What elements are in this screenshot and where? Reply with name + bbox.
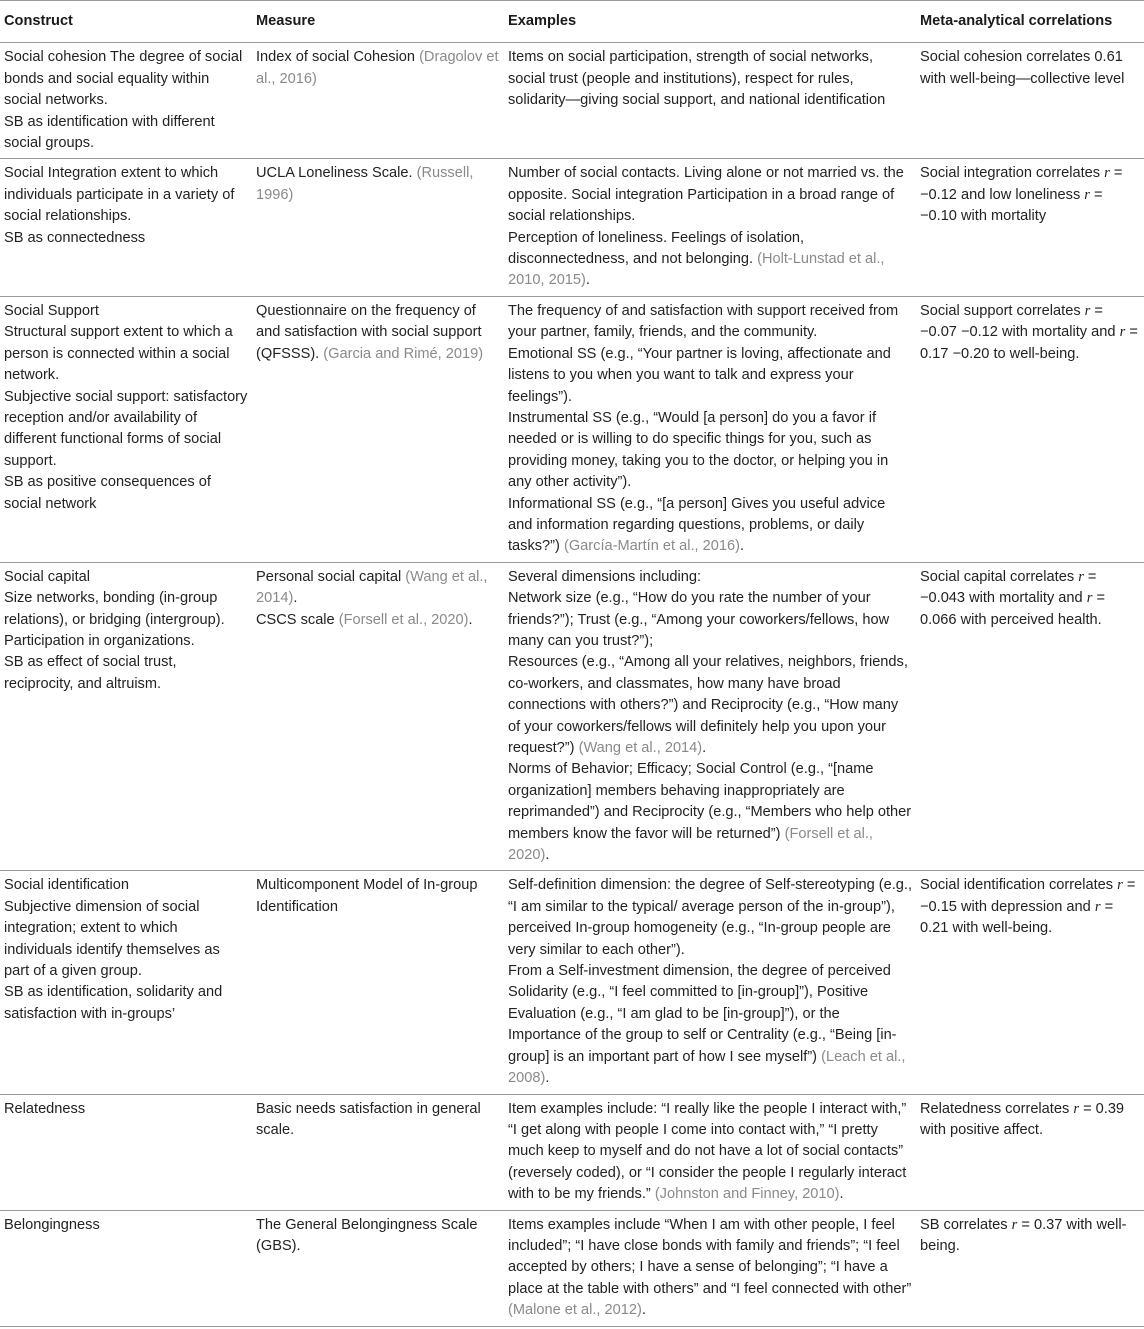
- correlation-value: = 0.39 with positive affect.: [920, 1100, 1125, 1138]
- table-body: [0, 43, 1144, 1326]
- correlation-text: SB correlates: [920, 1216, 1012, 1233]
- examples-cell: [504, 1210, 916, 1326]
- construct-line: Subjective dimension of social integration; extent to which individuals identify themselves as part of a given group.: [4, 898, 220, 980]
- citation-tail: .: [702, 740, 707, 756]
- correlation-text: Social cohesion correlates 0.61 with well-being—collective level: [920, 49, 1125, 87]
- r-symbol: r: [1104, 165, 1110, 182]
- table-row: [0, 871, 1144, 1094]
- construct-line: Social cohesion The degree of social bonds and social equality within social networks.: [4, 49, 243, 109]
- correlation-value: = −0.07 −0.12 with mortality and: [920, 302, 1120, 341]
- header-construct: Construct: [0, 1, 252, 43]
- r-symbol: r: [1117, 877, 1123, 894]
- examples-line: [508, 759, 912, 866]
- examples-line: [508, 588, 912, 652]
- citation: (Wang et al., 2014): [578, 740, 703, 756]
- examples-line: [508, 408, 912, 494]
- table-row: [0, 159, 1144, 296]
- correlation-value: = 0.37 with well-being.: [920, 1216, 1127, 1254]
- construct-cell: [0, 871, 252, 1094]
- examples-line: [508, 47, 912, 111]
- correlation-text: Relatedness correlates: [920, 1100, 1074, 1117]
- correlation-cell: [916, 562, 1144, 871]
- correlation-value: = 0.21 with well-being.: [920, 898, 1114, 937]
- measure-line: [256, 163, 500, 206]
- construct-line: Belongingness: [4, 1216, 100, 1233]
- construct-line: Social Integration extent to which individuals participate in a variety of social relationships.: [4, 165, 235, 225]
- measure-line: [256, 875, 500, 918]
- construct-line: Subjective social support: satisfactory reception and/or availability of different functional forms of social support.: [4, 388, 248, 469]
- citation: (Russell, 1996): [256, 165, 474, 203]
- citation-tail: .: [739, 538, 745, 555]
- examples-line: [508, 567, 912, 588]
- citation: (García-Martín et al., 2016): [563, 538, 740, 555]
- correlation-text: Social integration correlates: [920, 165, 1105, 182]
- citation: (Johnston and Finney, 2010): [654, 1186, 840, 1203]
- measure-text: Questionnaire on the frequency of and satisfaction with social support (QFSSS).: [256, 302, 482, 362]
- r-symbol: r: [1094, 898, 1101, 915]
- measure-text: CSCS scale: [256, 611, 339, 628]
- header-measure: Measure: [252, 1, 504, 43]
- examples-text: The frequency of and satisfaction with support received from your partner, family, friends, and the community.: [508, 302, 899, 341]
- correlation-cell: [916, 1210, 1144, 1326]
- header-correlations: Meta-analytical correlations: [916, 1, 1144, 43]
- measure-text: Personal social capital: [256, 568, 406, 585]
- table-row: [0, 1094, 1144, 1210]
- citation-tail: .: [293, 590, 298, 607]
- measure-text: UCLA Loneliness Scale.: [256, 165, 417, 182]
- measure-line: [256, 47, 500, 90]
- measure-text: Index of social Cohesion: [256, 49, 420, 66]
- correlation-value: = −0.10 with mortality: [920, 186, 1103, 225]
- construct-line: Relatedness: [4, 1100, 86, 1117]
- citation-tail: .: [545, 1070, 550, 1087]
- correlation-value: = −0.043 with mortality and: [920, 568, 1097, 607]
- measure-line: [256, 1215, 500, 1258]
- examples-text: Self-definition dimension: the degree of Self-stereotyping (e.g., “I am similar to the typical/ average person of the in-group”), perceived In-group homogeneity (e.g., “In-group people are very similar to each other”).: [508, 877, 912, 958]
- correlation-text: Social capital correlates: [920, 568, 1079, 585]
- citation: (Holt-Lunstad et al., 2010, 2015): [508, 251, 885, 289]
- correlation-text: Social identification correlates: [920, 877, 1118, 894]
- examples-text: From a Self-investment dimension, the degree of perceived Solidarity (e.g., “I feel committed to [in-group]”), Positive Evaluation (e.g., “I am glad to be [in-group]”), or the Importance of the group to self or Centrality (e.g., “Being [in-group] is an important part of how I see myself”): [508, 963, 897, 1065]
- citation: (Forsell et al., 2020): [338, 611, 469, 628]
- construct-line: SB as connectedness: [4, 229, 146, 246]
- measure-cell: [252, 562, 504, 871]
- table-row: [0, 562, 1144, 871]
- correlation-value: = −0.12 and low loneliness: [920, 165, 1123, 203]
- correlation-cell: [916, 159, 1144, 296]
- construct-line: SB as effect of social trust, reciprocity, and altruism.: [4, 654, 177, 692]
- correlation-cell: [916, 871, 1144, 1094]
- examples-cell: [504, 1094, 916, 1210]
- examples-line: [508, 961, 912, 1089]
- examples-line: [508, 494, 912, 558]
- citation: (Forsell et al., 2020): [508, 825, 873, 864]
- examples-text: Number of social contacts. Living alone or not married vs. the opposite. Social integration Participation in a broad range of social relationships.: [508, 165, 904, 225]
- measure-cell: [252, 871, 504, 1094]
- measure-line: [256, 567, 500, 610]
- construct-line: Size networks, bonding (in-group relations), or bridging (intergroup). Participation in organizations.: [4, 590, 225, 649]
- correlation-value: = −0.15 with depression and: [920, 877, 1136, 915]
- examples-text: Items on social participation, strength of social networks, social trust (people and institutions), respect for rules, solidarity—giving social support, and national identification: [508, 49, 886, 109]
- examples-text: Emotional SS (e.g., “Your partner is loving, affectionate and listens to you when you want to talk and express your feelings”).: [508, 345, 891, 405]
- citation: (Malone et al., 2012): [508, 1302, 642, 1319]
- measure-text: The General Belongingness Scale (GBS).: [256, 1216, 478, 1254]
- examples-line: [508, 301, 912, 344]
- construct-line: SB as identification with different social groups.: [4, 113, 215, 152]
- examples-cell: [504, 296, 916, 562]
- examples-text: Informational SS (e.g., “[a person] Gives you useful advice and information regarding questions, problems, or daily tasks?”): [508, 495, 886, 555]
- examples-text: Several dimensions including:: [508, 568, 702, 585]
- examples-cell: [504, 159, 916, 296]
- citation-tail: .: [839, 1186, 844, 1203]
- measure-text: Multicomponent Model of In-group Identification: [256, 877, 478, 915]
- citation-tail: .: [468, 611, 473, 628]
- measure-line: [256, 610, 500, 631]
- construct-line: Structural support extent to which a person is connected within a social network.: [4, 324, 233, 384]
- construct-line: SB as identification, solidarity and satisfaction with in-groups’: [4, 984, 223, 1022]
- r-symbol: r: [1086, 590, 1093, 607]
- r-symbol: r: [1084, 302, 1091, 319]
- examples-line: [508, 344, 912, 408]
- correlation-value: = 0.17 −0.20 to well-being.: [920, 324, 1138, 362]
- construct-cell: [0, 43, 252, 159]
- measure-text: Basic needs satisfaction in general scale.: [256, 1100, 481, 1138]
- r-symbol: r: [1078, 568, 1084, 585]
- construct-line: Social identification: [4, 877, 129, 894]
- citation: (Garcia and Rimé, 2019): [323, 345, 484, 362]
- measure-cell: [252, 296, 504, 562]
- examples-line: [508, 875, 912, 961]
- construct-line: Social capital: [4, 568, 90, 585]
- citation-tail: .: [641, 1302, 646, 1319]
- table-row: [0, 43, 1144, 159]
- examples-text: Perception of loneliness. Feelings of isolation, disconnectedness, and not belonging.: [508, 229, 805, 268]
- measure-cell: [252, 1210, 504, 1326]
- construct-cell: [0, 159, 252, 296]
- citation-tail: .: [585, 272, 590, 289]
- construct-cell: [0, 562, 252, 871]
- construct-line: Social Support: [4, 302, 99, 319]
- examples-text: Items examples include “When I am with other people, I feel included”; “I have close bonds with family and friends”; “I feel accepted by others; I have a sense of belonging”; “I have a place at the table with others” and “I feel connected with other”: [508, 1216, 912, 1297]
- r-symbol: r: [1084, 186, 1090, 203]
- examples-cell: [504, 43, 916, 159]
- r-symbol: r: [1073, 1100, 1080, 1117]
- measure-cell: [252, 1094, 504, 1210]
- examples-text: Resources (e.g., “Among all your relatives, neighbors, friends, co-workers, and classmates, how many have broad connections with others?”) and Reciprocity (e.g., “How many of your coworkers/fellows will definitely help you upon your request?”): [508, 654, 908, 756]
- measure-line: [256, 301, 500, 365]
- examples-line: [508, 228, 912, 292]
- construct-line: SB as positive consequences of social network: [4, 474, 211, 512]
- examples-text: Item examples include: “I really like the people I interact with,” “I get along with people I come into contact with,” “I pretty much keep to myself and do not have a lot of social contacts” (reversely coded), or “I consider the people I regularly interact with to be my friends.”: [508, 1100, 907, 1203]
- table-row: [0, 296, 1144, 562]
- correlation-value: = 0.066 with perceived health.: [920, 590, 1105, 628]
- r-symbol: r: [1011, 1216, 1018, 1233]
- correlation-cell: [916, 296, 1144, 562]
- examples-line: [508, 1215, 912, 1322]
- measure-cell: [252, 43, 504, 159]
- header-row: [0, 1, 1144, 43]
- examples-line: [508, 163, 912, 227]
- examples-text: Network size (e.g., “How do you rate the number of your friends?”); Trust (e.g., “Among your coworkers/fellows, how many can you trust?”);: [508, 590, 890, 649]
- header-examples: Examples: [504, 1, 916, 43]
- r-symbol: r: [1119, 324, 1126, 341]
- citation: (Wang et al., 2014): [256, 568, 488, 607]
- examples-line: [508, 1099, 912, 1206]
- examples-text: Norms of Behavior; Efficacy; Social Control (e.g., “[name organization] members behaving inappropriately are reprimanded”) and Reciprocity (e.g., “Members who help other members know the favor will be returned”): [508, 761, 912, 842]
- table-row: [0, 1210, 1144, 1326]
- examples-cell: [504, 871, 916, 1094]
- construct-cell: [0, 1210, 252, 1326]
- citation: (Dragolov et al., 2016): [256, 49, 499, 87]
- measure-cell: [252, 159, 504, 296]
- examples-text: Instrumental SS (e.g., “Would [a person] do you a favor if needed or is willing to do specific things for you, such as providing money, taking you to the doctor, or helping you in any other activity”).: [508, 409, 889, 491]
- examples-cell: [504, 562, 916, 871]
- examples-line: [508, 652, 912, 759]
- construct-cell: [0, 1094, 252, 1210]
- correlation-cell: [916, 43, 1144, 159]
- citation: (Leach et al., 2008): [508, 1048, 906, 1087]
- correlation-cell: [916, 1094, 1144, 1210]
- correlation-text: Social support correlates: [920, 302, 1085, 319]
- measure-line: [256, 1099, 500, 1142]
- citation-tail: .: [545, 847, 550, 864]
- construct-cell: [0, 296, 252, 562]
